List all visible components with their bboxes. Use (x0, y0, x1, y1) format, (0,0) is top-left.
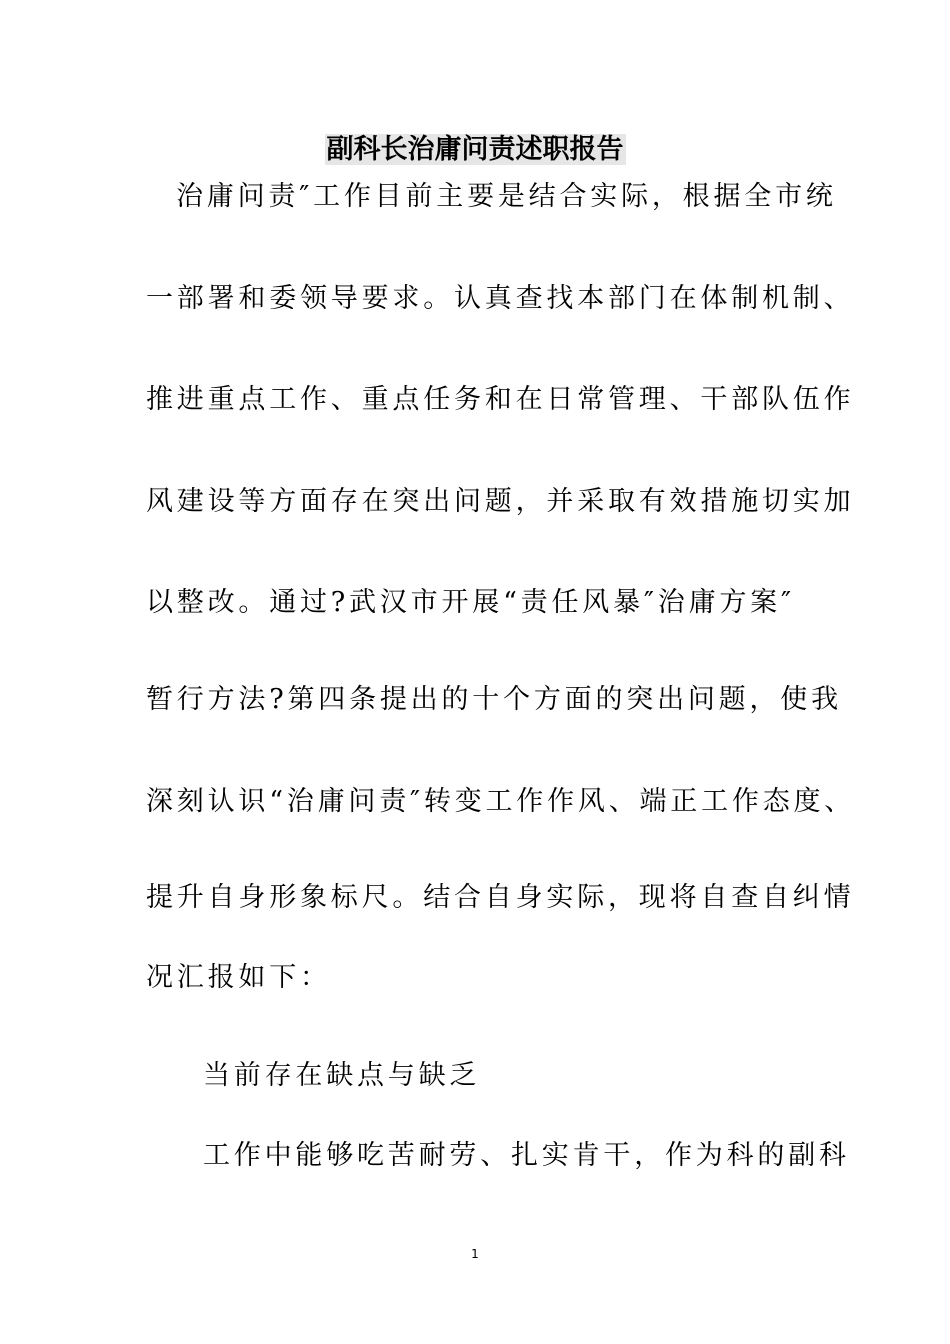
section-first-line: 工作中能够吃苦耐劳、扎实肯干，作为科的副科 (203, 1140, 850, 1171)
page-number: 1 (471, 1247, 479, 1261)
paragraph-line-5: 以整改。通过?武汉市开展“责任风暴″治庸方案″ (146, 587, 795, 618)
document-title-text: 副科长治庸问责述职报告 (326, 134, 624, 165)
paragraph-line-6: 暂行方法?第四条提出的十个方面的突出问题，使我 (146, 684, 842, 715)
paragraph-line-7: 深刻认识“治庸问责″转变工作作风、端正工作态度、 (146, 786, 856, 817)
paragraph-line-4: 风建设等方面存在突出问题，并采取有效措施切实加 (146, 486, 855, 517)
paragraph-line-8: 提升自身形象标尺。结合自身实际，现将自查自纠情 (146, 882, 855, 913)
paragraph-line-2: 一部署和委领导要求。认真查找本部门在体制机制、 (146, 283, 855, 314)
document-title (0, 130, 950, 170)
paragraph-line-3: 推进重点工作、重点任务和在日常管理、干部队伍作 (146, 384, 855, 415)
paragraph-line-1: 治庸问责″工作目前主要是结合实际，根据全市统 (176, 181, 837, 212)
section-heading: 当前存在缺点与缺乏 (203, 1060, 481, 1091)
paragraph-line-9: 况汇报如下： (146, 962, 331, 993)
